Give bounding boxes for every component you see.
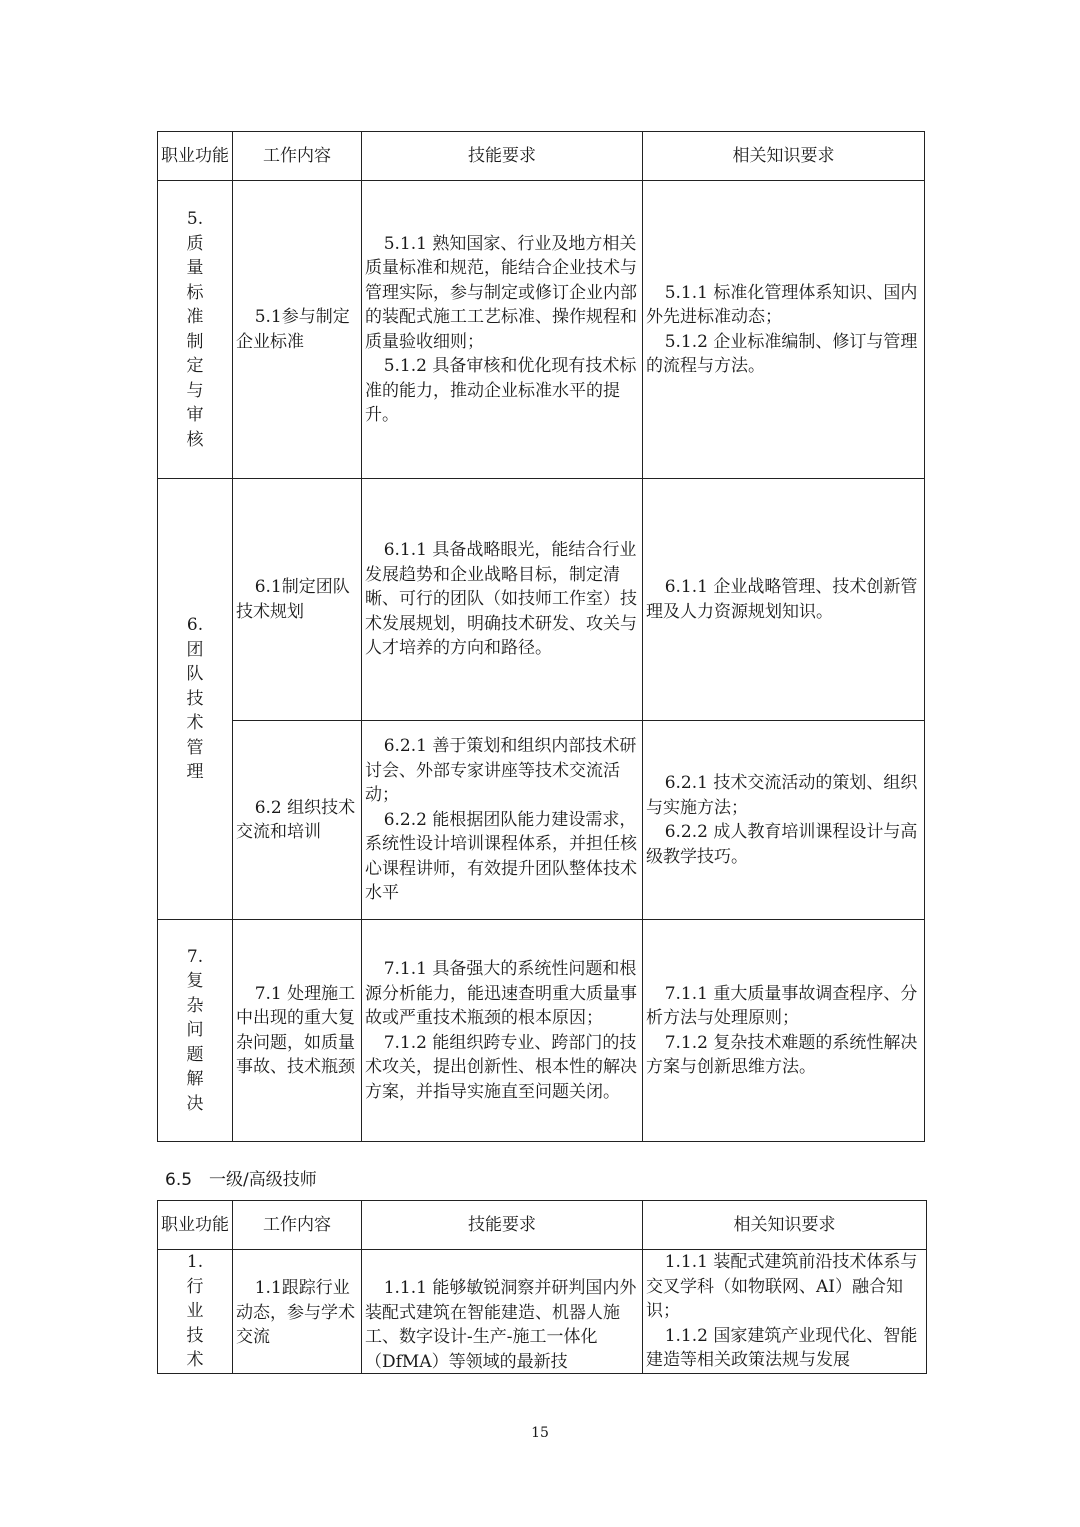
header-work-content: 工作内容 (233, 132, 362, 181)
function-cell: 6.团队技术管理 (186, 615, 204, 783)
work-content-cell: 6.1制定团队技术规划 (236, 577, 350, 622)
knowledge-item: 6.1.1 企业战略管理、技术创新管理及人力资源规划知识。 (646, 577, 918, 622)
function-cell: 5.质量标准制定与审核 (186, 209, 204, 450)
header-knowledge-requirements: 相关知识要求 (643, 132, 925, 181)
table-header-row (158, 1201, 927, 1250)
function-cell: 1.行业技术 (186, 1252, 204, 1370)
skill-item: 7.1.1 具备强大的系统性问题和根源分析能力，能迅速查明重大质量事故或严重技术瓶颈的根本原因； (365, 959, 637, 1028)
competency-table-chief-technician (157, 1200, 927, 1374)
table-row (158, 920, 925, 1142)
skill-item: 5.1.2 具备审核和优化现有技术标准的能力，推动企业标准水平的提升。 (365, 356, 637, 425)
knowledge-item: 7.1.1 重大质量事故调查程序、分析方法与处理原则； (646, 983, 918, 1028)
skill-item: 5.1.1 熟知国家、行业及地方相关质量标准和规范，能结合企业技术与管理实际，参与制定或修订企业内部的装配式施工工艺标准、操作规程和质量验收细则； (365, 233, 637, 352)
header-occupational-function: 职业功能 (158, 1201, 233, 1250)
table-header-row (158, 132, 925, 181)
work-content-cell: 6.2 组织技术交流和培训 (236, 797, 356, 842)
work-content-cell: 5.1参与制定企业标准 (236, 307, 350, 352)
table-row (158, 1250, 927, 1374)
header-occupational-function: 职业功能 (158, 132, 233, 181)
skill-item: 7.1.2 能组织跨专业、跨部门的技术攻关，提出创新性、根本性的解决方案，并指导实施直至问题关闭。 (365, 1032, 637, 1102)
knowledge-item: 7.1.2 复杂技术难题的系统性解决方案与创新思维方法。 (646, 1032, 918, 1077)
section-heading: 6.5 一级/高级技师 (165, 1170, 317, 1190)
knowledge-item: 5.1.1 标准化管理体系知识、国内外先进标准动态； (646, 282, 918, 327)
work-content-cell: 7.1 处理施工中出现的重大复杂问题，如质量事故、技术瓶颈 (236, 983, 356, 1077)
knowledge-item: 1.1.2 国家建筑产业现代化、智能建造等相关政策法规与发展 (646, 1325, 918, 1370)
header-work-content: 工作内容 (233, 1201, 362, 1250)
table-row (158, 721, 925, 920)
skill-item: 6.2.1 善于策划和组织内部技术研讨会、外部专家讲座等技术交流活动； (365, 736, 637, 806)
skill-item: 1.1.1 能够敏锐洞察并研判国内外装配式建筑在智能建造、机器人施工、数字设计-生产-施工一体化（DfMA）等领域的最新技 (365, 1278, 637, 1370)
knowledge-item: 6.2.2 成人教育培训课程设计与高级教学技巧。 (646, 822, 918, 867)
page-number: 15 (531, 1425, 549, 1441)
table-row (158, 479, 925, 721)
function-cell: 7.复杂问题解决 (186, 946, 204, 1114)
knowledge-item: 1.1.1 装配式建筑前沿技术体系与交叉学科（如物联网、AI）融合知识； (646, 1252, 918, 1321)
knowledge-item: 6.2.1 技术交流活动的策划、组织与实施方法； (646, 773, 918, 818)
skill-item: 6.2.2 能根据团队能力建设需求，系统性设计培训课程体系，并担任核心课程讲师，有效提升团队整体技术水平 (365, 809, 637, 904)
table-row (158, 181, 925, 479)
work-content-cell: 1.1跟踪行业动态，参与学术交流 (236, 1278, 355, 1347)
knowledge-item: 5.1.2 企业标准编制、修订与管理的流程与方法。 (646, 331, 918, 376)
header-skill-requirements: 技能要求 (362, 132, 643, 181)
header-knowledge-requirements: 相关知识要求 (643, 1201, 927, 1250)
skill-item: 6.1.1 具备战略眼光，能结合行业发展趋势和企业战略目标，制定清晰、可行的团队（如技师工作室）技术发展规划，明确技术研发、攻关与人才培养的方向和路径。 (365, 540, 637, 659)
header-skill-requirements: 技能要求 (362, 1201, 643, 1250)
competency-table-senior-technician (157, 131, 925, 1142)
